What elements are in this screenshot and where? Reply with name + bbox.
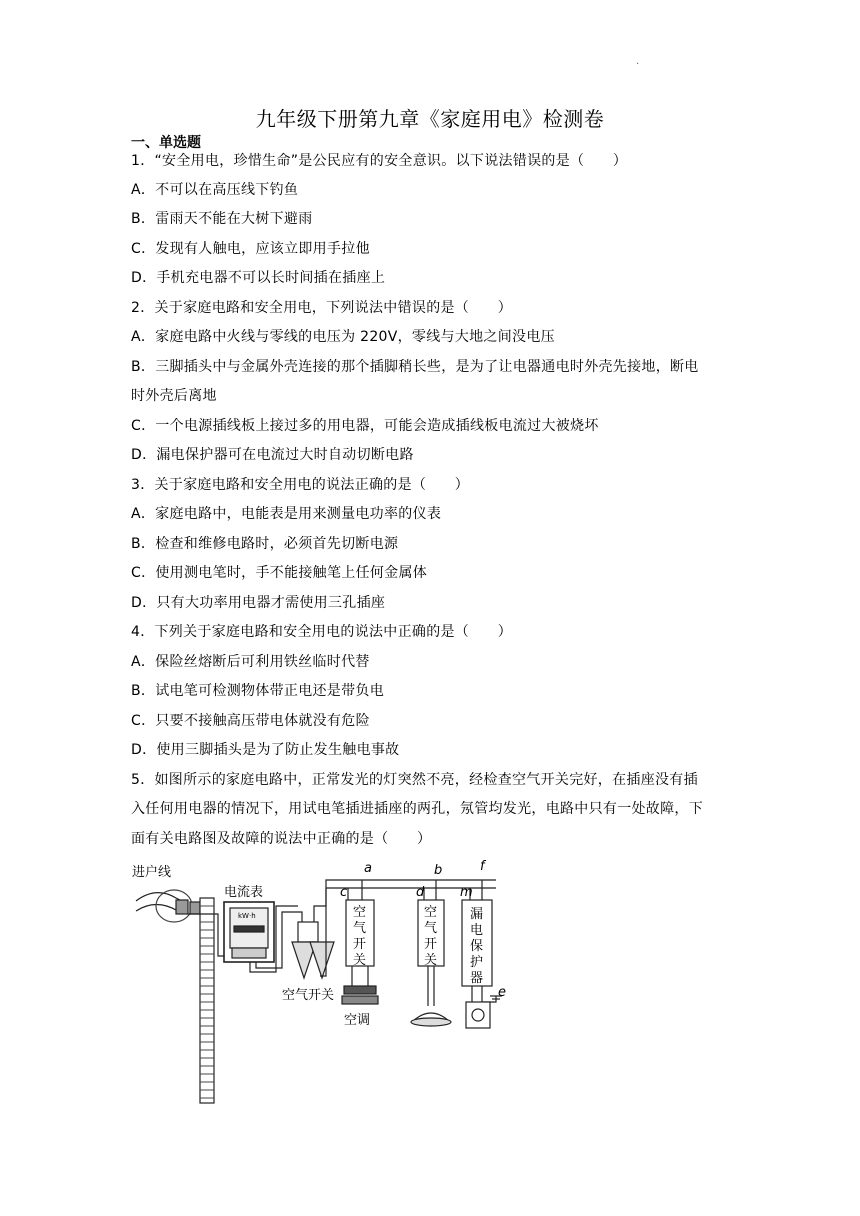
- section-heading: 一、单选题: [131, 135, 201, 151]
- point-d: d: [416, 885, 425, 900]
- q2-option-a: A．家庭电路中火线与零线的电压为 220V，零线与大地之间没电压: [131, 329, 555, 345]
- label-meter: 电流表: [224, 885, 264, 900]
- point-e: e: [498, 985, 506, 1000]
- q1-option-c: C．发现有人触电，应该立即用手拉他: [131, 241, 370, 257]
- switch1-char-1: 气: [353, 921, 367, 936]
- q5-stem-line3: 面有关电路图及故障的说法中正确的是（ ）: [131, 831, 432, 847]
- q3-option-b: B．检查和维修电路时，必须首先切断电源: [131, 536, 399, 552]
- label-air-switch: 空气开关: [282, 988, 335, 1003]
- protector-char-4: 器: [470, 971, 484, 986]
- label-ac: 空调: [344, 1013, 371, 1028]
- q1-option-b: B．雷雨天不能在大树下避雨: [131, 211, 313, 227]
- q2-option-d: D．漏电保护器可在电流过大时自动切断电路: [131, 447, 414, 463]
- protector-char-0: 漏: [470, 907, 484, 922]
- q5-stem-line2: 入任何用电器的情况下，用试电笔插进插座的两孔，氖管均发光，电路中只有一处故障，下: [131, 801, 703, 817]
- q4-option-a: A．保险丝熔断后可利用铁丝临时代替: [131, 654, 370, 670]
- switch2-char-0: 空: [424, 905, 438, 920]
- switch1-char-3: 关: [353, 953, 367, 968]
- q4-option-d: D．使用三脚插头是为了防止发生触电事故: [131, 742, 400, 758]
- circuit-figure: [126, 856, 506, 1106]
- switch1-char-2: 开: [353, 937, 367, 952]
- point-f: f: [480, 859, 485, 874]
- q5-stem-line1: 5．如图所示的家庭电路中，正常发光的灯突然不亮，经检查空气开关完好，在插座没有插: [131, 772, 698, 788]
- insulator-1: [176, 900, 188, 914]
- ac-unit-top: [344, 986, 376, 994]
- page-title: 九年级下册第九章《家庭用电》检测卷: [255, 107, 605, 131]
- wall: [200, 898, 214, 1103]
- circuit-diagram: [126, 856, 506, 1106]
- q4-stem: 4．下列关于家庭电路和安全用电的说法中正确的是（ ）: [131, 624, 513, 640]
- protector-char-1: 电: [470, 923, 484, 938]
- socket: [466, 1002, 490, 1028]
- switch1-char-0: 空: [353, 905, 367, 920]
- protector-char-3: 护: [470, 955, 484, 970]
- meter-terminal: [232, 948, 266, 958]
- q1-stem: 1．“安全用电，珍惜生命”是公民应有的安全意识。以下说法错误的是（ ）: [131, 153, 628, 169]
- q4-option-b: B．试电笔可检测物体带正电还是带负电: [131, 683, 385, 699]
- lamp-base: [411, 1018, 451, 1026]
- q3-option-a: A．家庭电路中，电能表是用来测量电功率的仪表: [131, 506, 442, 522]
- point-c: c: [340, 885, 348, 900]
- q2-option-c: C．一个电源插线板上接过多的用电器，可能会造成插线板电流过大被烧坏: [131, 418, 599, 434]
- header-dot: .: [636, 56, 640, 67]
- point-b: b: [434, 863, 443, 878]
- q3-option-d: D．只有大功率用电器才需使用三孔插座: [131, 595, 386, 611]
- q3-option-c: C．使用测电笔时，手不能接触笔上任何金属体: [131, 565, 428, 581]
- label-meter-unit: kW·h: [238, 912, 256, 920]
- q1-option-a: A．不可以在高压线下钓鱼: [131, 182, 299, 198]
- main-switch-cone-right: [310, 942, 334, 978]
- main-air-switch: [298, 922, 318, 942]
- q3-stem: 3．关于家庭电路和安全用电的说法正确的是（ ）: [131, 477, 470, 493]
- switch2-char-2: 开: [424, 937, 438, 952]
- q2-stem: 2．关于家庭电路和安全用电，下列说法中错误的是（ ）: [131, 300, 513, 316]
- label-incoming: 进户线: [132, 865, 172, 880]
- ac-unit-bottom: [342, 996, 378, 1004]
- switch2-char-1: 气: [424, 921, 438, 936]
- protector-char-2: 保: [470, 939, 484, 954]
- q4-option-c: C．只要不接触高压带电体就没有危险: [131, 713, 370, 729]
- q2-option-b-line1: B．三脚插头中与金属外壳连接的那个插脚稍长些，是为了让电器通电时外壳先接地，断电: [131, 359, 699, 375]
- insulator-2: [190, 902, 200, 914]
- q1-option-d: D．手机充电器不可以长时间插在插座上: [131, 270, 386, 286]
- point-m: m: [460, 885, 473, 900]
- meter-dial: [234, 926, 264, 932]
- q2-option-b-line2: 时外壳后离地: [131, 388, 217, 404]
- point-a: a: [364, 861, 372, 876]
- switch2-char-3: 关: [424, 953, 438, 968]
